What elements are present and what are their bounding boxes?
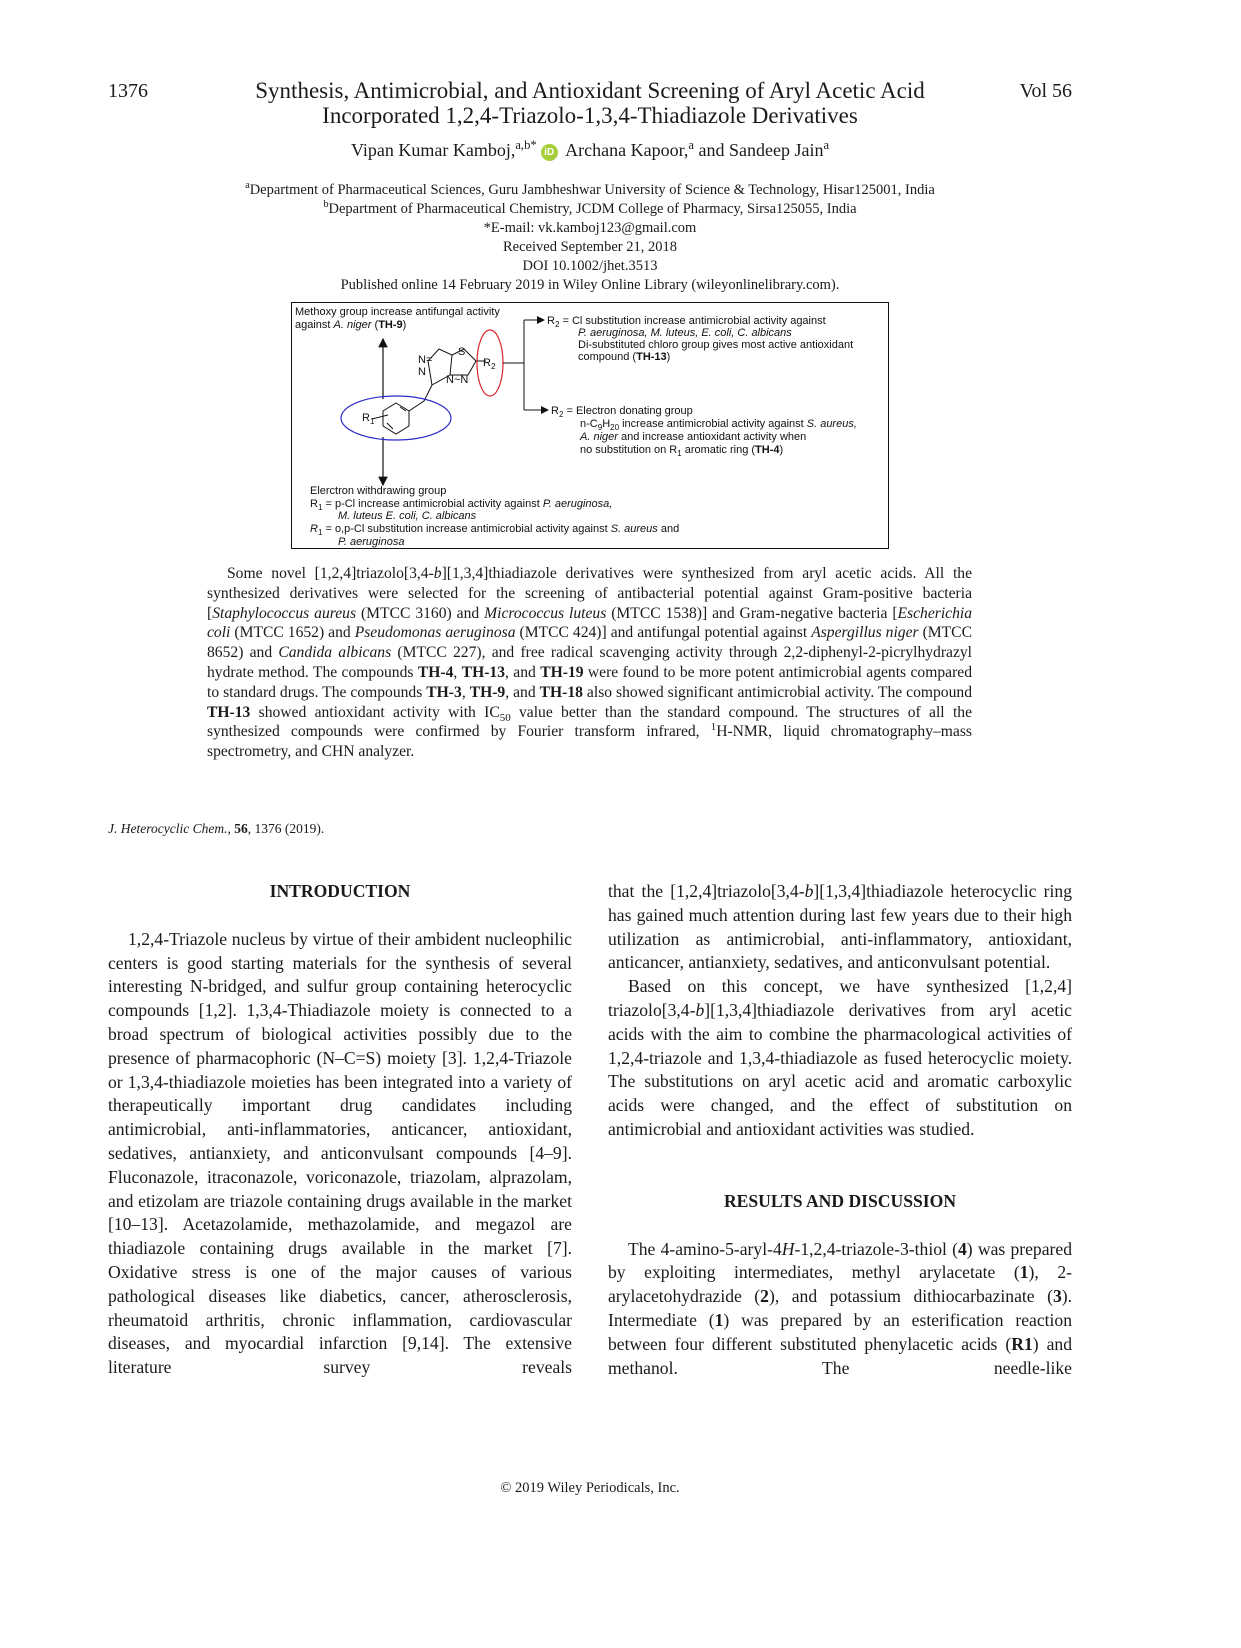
author-1-affil: a,b* xyxy=(515,138,537,152)
text-run: , 1376 (2019). xyxy=(247,821,325,836)
text-run: = Cl substitution increase antimicrobial activity against xyxy=(559,315,826,327)
text-run: against xyxy=(295,319,334,331)
graphical-abstract xyxy=(291,302,889,549)
text-run: S. aureus, xyxy=(806,418,857,430)
text-run: aromatic ring ( xyxy=(681,444,756,456)
r2-subscript: 2 xyxy=(490,362,496,371)
text-run: TH-13 xyxy=(636,351,667,363)
volume-label: Vol 56 xyxy=(1019,80,1072,102)
text-run: 50 xyxy=(499,711,511,724)
text-run: Aspergillus niger xyxy=(811,624,919,642)
section-heading-results: RESULTS AND DISCUSSION xyxy=(723,1190,957,1211)
journal-citation xyxy=(108,821,324,837)
ga-text-cl-4 xyxy=(578,351,670,363)
text-run: 56 xyxy=(234,821,248,836)
text-run: P. aeruginosa, xyxy=(542,498,613,510)
affil-text: Department of Pharmaceutical Chemistry, JCDM College of Pharmacy, Sirsa125055, India xyxy=(328,201,857,217)
text-run: 20 xyxy=(610,423,620,432)
text-run: ), and potassium dithiocarbazinate ( xyxy=(768,1286,1053,1307)
text-run: = Electron donating group xyxy=(563,405,693,417)
ga-text-cl-2 xyxy=(578,327,792,339)
text-run: showed antioxidant activity with IC xyxy=(250,703,500,721)
ga-text-methoxy xyxy=(295,306,500,318)
text-run: H xyxy=(602,418,611,430)
text-run: = o,p-Cl substitution increase antimicrobial activity against xyxy=(322,523,611,535)
text-run: P. aeruginosa xyxy=(338,536,405,548)
text-run: 1 xyxy=(677,449,682,458)
text-run: TH-19 xyxy=(540,663,584,681)
ga-text-edg-2 xyxy=(580,418,857,432)
text-run: Methoxy group increase antifungal activity xyxy=(295,306,500,318)
text-run: Di-substituted chloro group gives most active antioxidant xyxy=(578,339,854,351)
text-run: , xyxy=(227,821,235,836)
abstract xyxy=(207,564,972,762)
author-1: Vipan Kumar Kamboj, xyxy=(350,140,516,160)
ga-text-ewg-4 xyxy=(310,523,679,537)
text-run: Staphylococcus aureus xyxy=(212,604,357,622)
text-run: 2 xyxy=(554,320,560,329)
atom-n-label: N= xyxy=(418,354,433,366)
ga-text-methoxy-2 xyxy=(295,319,406,331)
text-run: 1 xyxy=(1019,1262,1029,1283)
text-run: ) was prepared by exploiting intermediates, methyl arylacetate ( xyxy=(608,1238,1072,1283)
text-run: H xyxy=(781,1238,795,1259)
text-run: TH-13 xyxy=(461,663,505,681)
text-run: that the [1,2,4]triazolo[3,4- xyxy=(608,881,805,901)
text-run: Micrococcus luteus xyxy=(484,604,607,622)
ga-text-edg-3 xyxy=(579,431,806,443)
ga-text-cl-3 xyxy=(578,339,853,351)
text-run: , xyxy=(461,683,470,701)
text-run: (MTCC 424)] and antifungal potential against xyxy=(515,624,812,642)
text-run: compound ( xyxy=(578,351,637,363)
text-run: also showed significant antimicrobial activity. The compound xyxy=(582,683,972,701)
title-line-2: Incorporated 1,2,4-Triazolo-1,3,4-Thiadiazole Derivatives xyxy=(322,103,858,128)
r2-label: R xyxy=(483,357,491,369)
affil-marker: b xyxy=(323,199,329,211)
text-run: ) xyxy=(402,319,407,331)
text-run: -1,2,4-triazole-3-thiol ( xyxy=(794,1238,958,1259)
left-column xyxy=(108,880,572,1380)
text-run: P. aeruginosa, M. luteus, E. coli, C. albicans xyxy=(578,327,792,339)
text-run: TH-9 xyxy=(469,683,506,701)
text-run: Pseudomonas aeruginosa xyxy=(354,624,516,642)
text-run: A. niger xyxy=(580,431,618,443)
text-run: 3 xyxy=(1052,1286,1062,1307)
text-run: (MTCC 1538)] and Gram-negative bacteria [ xyxy=(606,604,898,622)
text-run: ) xyxy=(779,444,784,456)
author-3-affil: a xyxy=(823,138,830,152)
text-run: ), 2-arylacetohydrazide ( xyxy=(608,1262,1073,1307)
text-run: TH-13 xyxy=(207,703,251,721)
text-run: and increase antioxidant activity when xyxy=(617,431,807,443)
affiliations xyxy=(150,181,1030,295)
ga-text-edg-4 xyxy=(580,444,783,458)
text-run: ) was prepared by an esterification reaction between four different substituted phenylacetic acids ( xyxy=(608,1309,1073,1354)
text-run: (MTCC 8652) and xyxy=(207,624,972,662)
title-line-1: Synthesis, Antimicrobial, and Antioxidant Screening of Aryl Acetic Acid xyxy=(255,78,925,103)
text-run: ][1,3,4]thiadiazole heterocyclic ring has gained much attention during last few years due to their high utilization as antimicrobial, anti-inflammatory, antioxidant, anticancer, antianxiety, sedatives, and anticonvulsant potential. xyxy=(608,881,1072,973)
text-run: 1 xyxy=(714,1309,724,1330)
text-run: TH-4 xyxy=(417,663,454,681)
text-run: and xyxy=(657,523,680,535)
ga-text-ewg-3 xyxy=(338,510,477,522)
text-run: H-NMR, liquid chromatography–mass spectrometry, and CHN analyzer. xyxy=(207,723,972,761)
text-run: (MTCC 1652) and xyxy=(230,624,355,642)
intro-paragraph xyxy=(108,928,572,1380)
text-run: (MTCC 227), and free radical scavenging activity through 2,2-diphenyl-2-picrylhydrazyl hydrate method. The compounds xyxy=(207,644,973,681)
text-run: R xyxy=(310,498,318,510)
text-run: = p-Cl increase antimicrobial activity against xyxy=(322,498,543,510)
text-run: TH-18 xyxy=(539,683,583,701)
benzene-ring xyxy=(383,403,409,434)
text-run: n-C xyxy=(580,418,598,430)
text-run: The 4-amino-5-aryl-4 xyxy=(628,1238,782,1259)
ga-text-edg xyxy=(551,405,693,419)
author-list xyxy=(200,140,980,161)
text-run: value better than the standard compound. The structures of all the synthesized compounds were confirmed by Fourier transform infrared, xyxy=(207,703,972,741)
text-run: 9 xyxy=(597,423,603,432)
atom-nn-label: N~N xyxy=(446,374,469,386)
svg-text:R1 xyxy=(362,412,375,426)
text-run: (MTCC 3160) and xyxy=(356,604,485,622)
text-run: b xyxy=(433,565,442,582)
text-run: TH-3 xyxy=(426,683,462,701)
text-run: TH-4 xyxy=(755,444,780,456)
affil-marker: a xyxy=(245,180,250,192)
text-run: , and xyxy=(505,683,540,701)
text-run: Some novel [1,2,4]triazolo[3,4- xyxy=(227,565,434,582)
affil-text: Department of Pharmaceutical Sciences, Guru Jambheshwar University of Science & Technology, Hisar125001, India xyxy=(249,182,935,198)
text-run: R xyxy=(310,523,318,535)
text-run: 1,2,4-Triazole nucleus by virtue of their ambident nucleophilic centers is good starting materials for the synthesis of several interesting N-bridged, and sulfur group containing heterocyclic compounds [1,2]. 1,3,4-Thiadiazole moiety is connected to a broad spectrum of biological activities possibly due to the presence of pharmacophoric (N–C=S) moiety [3]. 1,2,4-Triazole or 1,3,4-thiadiazole moieties has been integrated into a variety of therapeutically important drug candidates including antimicrobial, anti-inflammatories, anticancer, antioxidant, sedatives, antianxiety, and anticonvulsant compounds [4–9]. Fluconazole, itraconazole, voriconazole, triazolam, alprazolam, and etizolam are triazole containing drugs available in the market [10–13]. Acetazolamide, methazolamide, and megazol are thiadiazole containing drugs available in the market [7]. Oxidative stress is one of the major causes of various pathological diseases like diabetics, cancer, atherosclerosis, rheumatoid arthritis, chronic inflammation, cardiovascular diseases, and myocardial infarction [9,14]. The extensive literature survey reveals xyxy=(108,928,572,1378)
text-run: ( xyxy=(371,319,379,331)
text-run: 2 xyxy=(760,1286,769,1307)
text-run: b xyxy=(804,881,814,901)
text-run: 1 xyxy=(317,528,323,537)
text-run: 1 xyxy=(317,503,323,512)
r1-label: R xyxy=(362,412,370,424)
section-heading-introduction: INTRODUCTION xyxy=(269,881,411,901)
text-run: ) xyxy=(666,351,671,363)
affiliation-b xyxy=(150,200,1030,219)
ga-text-ewg xyxy=(310,485,446,497)
doi[interactable]: DOI 10.1002/jhet.3513 xyxy=(522,258,658,274)
text-run: Candida albicans xyxy=(278,644,392,662)
text-run: Based on this concept, we have synthesized [1,2,4] triazolo[3,4- xyxy=(608,976,1072,1020)
text-run: ) and methanol. The needle-like xyxy=(608,1333,1072,1378)
author-2-affil: a xyxy=(688,138,694,152)
text-run: , and xyxy=(505,663,541,681)
text-run: ][1,3,4]thiadiazole derivatives were synthesized from aryl acetic acids. All the synthesized derivatives were selected for the screening of antibacterial potential against Gram-positive bacteria [ xyxy=(207,565,972,622)
text-run: M. luteus E. coli, C. albicans xyxy=(338,510,477,522)
text-run: increase antimicrobial activity against xyxy=(619,418,807,430)
text-run: ][1,3,4]thiadiazole derivatives from aryl acetic acids with the aim to combine the pharmacological activities of 1,2,4-triazole and 1,3,4-thiadiazole as fused heterocyclic moiety. The substitutions on aryl acetic acid and aromatic carboxylic acids were changed, and the effect of substitution on antimicrobial and antioxidant activities was studied. xyxy=(608,999,1072,1139)
ga-text-ewg-5 xyxy=(338,536,404,548)
text-run: 2 xyxy=(558,410,564,419)
intro-paragraph-2 xyxy=(608,975,1072,1142)
graphical-abstract-figure xyxy=(292,303,890,550)
text-run: Escherichia coli xyxy=(207,604,972,642)
text-run: , xyxy=(453,663,462,681)
author-3: and Sandeep Jain xyxy=(694,140,824,160)
text-run: J. Heterocyclic Chem. xyxy=(108,821,228,836)
author-2: Archana Kapoor, xyxy=(561,140,689,160)
text-run: b xyxy=(695,999,705,1020)
text-run: R xyxy=(551,405,559,417)
page-number: 1376 xyxy=(108,80,148,102)
text-run: 4 xyxy=(957,1238,967,1259)
atom-n-label: N xyxy=(418,366,426,378)
text-run: Elerctron withdrawing group xyxy=(310,485,447,497)
email[interactable]: *E-mail: vk.kamboj123@gmail.com xyxy=(483,220,697,236)
text-run: R1 xyxy=(1011,1333,1033,1354)
orcid-icon[interactable]: iD xyxy=(541,144,558,161)
copyright-footer: © 2019 Wiley Periodicals, Inc. xyxy=(500,1480,680,1496)
svg-text:R2 xyxy=(483,357,496,371)
text-run: A. niger xyxy=(333,319,372,331)
received-date: Received September 21, 2018 xyxy=(503,239,677,255)
article-title xyxy=(200,78,980,128)
text-run: no substitution on R xyxy=(580,444,678,456)
published-online: Published online 14 February 2019 in Wiley Online Library (wileyonlinelibrary.com). xyxy=(340,277,840,293)
text-run: R xyxy=(547,315,555,327)
affiliation-a xyxy=(150,181,1030,200)
right-column xyxy=(608,880,1072,1380)
r1-subscript: 1 xyxy=(369,417,375,426)
atom-s-label: S xyxy=(458,346,466,358)
text-run: TH-9 xyxy=(378,319,403,331)
text-run: ). Intermediate ( xyxy=(608,1286,1072,1330)
text-run: were found to be more potent antimicrobial agents compared to standard drugs. The compounds xyxy=(207,663,972,701)
results-paragraph xyxy=(608,1238,1072,1381)
text-run: S. aureus xyxy=(610,523,658,535)
intro-paragraph-cont xyxy=(608,880,1072,975)
text-run: 1 xyxy=(710,721,717,734)
